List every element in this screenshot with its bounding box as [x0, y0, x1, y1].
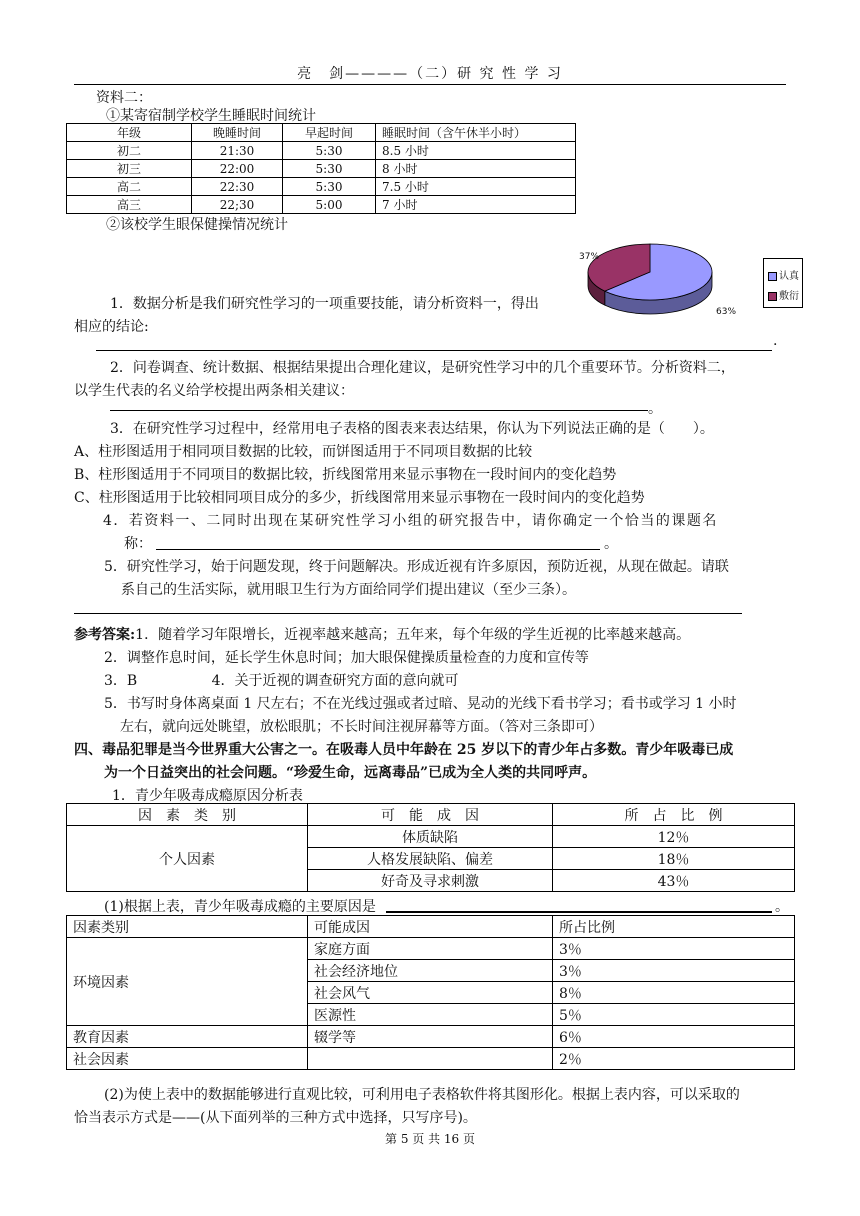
table-header: 所占比例 [553, 916, 795, 938]
answer-5-cont: 左右，就向远处眺望，放松眼肌；不长时间注视屏幕等方面。（答对三条即可） [120, 719, 603, 735]
blank-end: 。 [775, 899, 789, 915]
table-row [67, 826, 795, 848]
legend-label: 敷衍 [779, 291, 799, 302]
table-cell: 初三 [67, 160, 192, 178]
pie-label-careless: 37% [579, 252, 600, 262]
table-header: 可 能 成 因 [308, 804, 553, 826]
table-row [67, 938, 795, 960]
table-header: 所 占 比 例 [553, 804, 795, 826]
legend-swatch [768, 272, 777, 281]
legend-label: 认真 [779, 271, 799, 282]
table-cell: 辍学等 [308, 1026, 553, 1048]
table-header: 晚睡时间 [192, 124, 283, 142]
table-cell: 高三 [67, 196, 192, 214]
question-4-2-cont: 恰当表示方式是——(从下面列举的三种方式中选择，只写序号)。 [74, 1110, 477, 1126]
page-header: 亮 剑————（二）研 究 性 学 习 [297, 66, 563, 82]
table-cell: 6％ [553, 1026, 795, 1048]
legend-item [768, 287, 799, 302]
question-4-cont: 称： [124, 536, 152, 552]
blank-end: . [773, 333, 778, 349]
answer-blank-2[interactable] [110, 396, 648, 411]
pie-label-serious: 63% [716, 307, 737, 317]
table-cell: 12％ [553, 826, 795, 848]
environment-factors-table [66, 915, 795, 1070]
header-rule [74, 84, 786, 85]
answer-2: 2．调整作息时间，延长学生休息时间；加大眼保健操质量检查的力度和宣传等 [104, 650, 589, 666]
blank-end: 。 [604, 536, 618, 552]
table-cell: 高二 [67, 178, 192, 196]
answer-blank-1[interactable] [96, 334, 772, 351]
table-cell: 22:00 [192, 160, 283, 178]
table-cell: 5:30 [283, 178, 376, 196]
table-cell: 环境因素 [67, 938, 308, 1026]
table-row [67, 1048, 795, 1070]
question-2: 2．问卷调查、统计数据、根据结果提出合理化建议，是研究性学习中的几个重要环节。分析资料二， [110, 360, 735, 376]
legend-swatch [768, 292, 777, 301]
section-divider [74, 613, 742, 614]
table-row [67, 178, 576, 196]
table-cell: 教育因素 [67, 1026, 308, 1048]
table-2-caption: 1．青少年吸毒成瘾原因分析表 [112, 788, 303, 804]
table-cell: 家庭方面 [308, 938, 553, 960]
chart-legend [763, 258, 803, 308]
table-cell: 18％ [553, 848, 795, 870]
table-cell: 8 小时 [376, 160, 576, 178]
table-row [67, 160, 576, 178]
table-cell: 社会因素 [67, 1048, 308, 1070]
table-cell: 7.5 小时 [376, 178, 576, 196]
table-cell: 21:30 [192, 142, 283, 160]
answer-3-4: 3．B 4．关于近视的调查研究方面的意向就可 [104, 673, 459, 689]
table-cell: 5％ [553, 1004, 795, 1026]
table-cell: 5:00 [283, 196, 376, 214]
answer-1 [74, 624, 690, 644]
table-cell: 社会风气 [308, 982, 553, 1004]
table-cell: 个人因素 [67, 826, 308, 892]
answer-blank-4[interactable] [156, 534, 600, 550]
page-footer: 第 5 页 共 16 页 [385, 1132, 475, 1146]
question-5: 5．研究性学习，始于问题发现，终于问题解决。形成近视有许多原因，预防近视，从现在做起。请联 [104, 559, 729, 575]
option-c: C、柱形图适用于比较相同项目成分的多少，折线图常用来显示事物在一段时间内的变化趋势 [74, 490, 645, 506]
table-cell: 5:30 [283, 160, 376, 178]
answers-label: 参考答案: [74, 627, 136, 643]
table-header-row [67, 916, 795, 938]
table-row [67, 142, 576, 160]
table-cell: 22:30 [192, 178, 283, 196]
table-cell: 初二 [67, 142, 192, 160]
table-row [67, 196, 576, 214]
table-cell: 好奇及寻求刺激 [308, 870, 553, 892]
material2-label: 资料二： [96, 90, 152, 106]
table-cell: 人格发展缺陷、偏差 [308, 848, 553, 870]
table-cell: 3％ [553, 938, 795, 960]
table-cell: 7 小时 [376, 196, 576, 214]
table-cell: 8.5 小时 [376, 142, 576, 160]
answer-5: 5．书写时身体离桌面 1 尺左右；不在光线过强或者过暗、晃动的光线下看书学习；看书或学习 1 小时 [104, 696, 737, 712]
question-4: 4．若资料一、二同时出现在某研究性学习小组的研究报告中，请你确定一个恰当的课题名 [103, 513, 718, 529]
question-1: 1．数据分析是我们研究性学习的一项重要技能，请分析资料一，得出 [110, 296, 539, 312]
table-cell: 22;30 [192, 196, 283, 214]
question-5-cont: 系自己的生活实际，就用眼卫生行为方面给同学们提出建议（至少三条）。 [121, 582, 576, 598]
eye-exercise-caption: ②该校学生眼保健操情况统计 [106, 217, 288, 233]
sleep-table [66, 123, 576, 214]
answer-1-text: 1．随着学习年限增长，近视率越来越高；五年来，每个年级的学生近视的比率越来越高。 [135, 627, 691, 643]
eye-exercise-pie-chart [580, 236, 720, 322]
table-cell: 43％ [553, 870, 795, 892]
legend-item [768, 267, 799, 282]
table-header-row [67, 804, 795, 826]
table-header: 因 素 类 别 [67, 804, 308, 826]
table-cell: 8％ [553, 982, 795, 1004]
table-row [67, 1026, 795, 1048]
table-header: 年级 [67, 124, 192, 142]
table-cell: 3％ [553, 960, 795, 982]
table-cell: 医源性 [308, 1004, 553, 1026]
option-a: A、柱形图适用于相同项目数据的比较，而饼图适用于不同项目数据的比较 [74, 444, 533, 460]
table-cell: 社会经济地位 [308, 960, 553, 982]
question-2-cont: 以学生代表的名义给学校提出两条相关建议： [74, 383, 354, 399]
section-4-title: 四、毒品犯罪是当今世界重大公害之一。在吸毒人员中年龄在 25 岁以下的青少年占多数。青少年吸毒已成 [74, 742, 734, 758]
table-header-row [67, 124, 576, 142]
table-header: 因素类别 [67, 916, 308, 938]
section-4-title-cont: 为一个日益突出的社会问题。“珍爱生命，远离毒品”已成为全人类的共同呼声。 [104, 765, 597, 781]
table-cell [308, 1048, 553, 1070]
personal-factors-table [66, 803, 795, 892]
table-cell: 2％ [553, 1048, 795, 1070]
table-cell: 体质缺陷 [308, 826, 553, 848]
table-header: 早起时间 [283, 124, 376, 142]
question-3: 3．在研究性学习过程中，经常用电子表格的图表来表达结果，你认为下列说法正确的是（ ）。 [110, 421, 714, 437]
sleep-table-caption: ①某寄宿制学校学生睡眠时间统计 [106, 108, 316, 124]
table-header: 睡眠时间（含午休半小时） [376, 124, 576, 142]
answer-blank-4-1[interactable] [386, 897, 772, 913]
table-cell: 5:30 [283, 142, 376, 160]
blank-end: 。 [648, 401, 662, 417]
question-4-1: (1)根据上表，青少年吸毒成瘾的主要原因是 [104, 899, 376, 915]
option-b: B、柱形图适用于不同项目的数据比较，折线图常用来显示事物在一段时间内的变化趋势 [74, 467, 617, 483]
question-4-2: (2)为使上表中的数据能够进行直观比较，可利用电子表格软件将其图形化。根据上表内容，可以采取的 [104, 1087, 740, 1103]
table-header: 可能成因 [308, 916, 553, 938]
question-1-cont: 相应的结论: [74, 319, 149, 335]
